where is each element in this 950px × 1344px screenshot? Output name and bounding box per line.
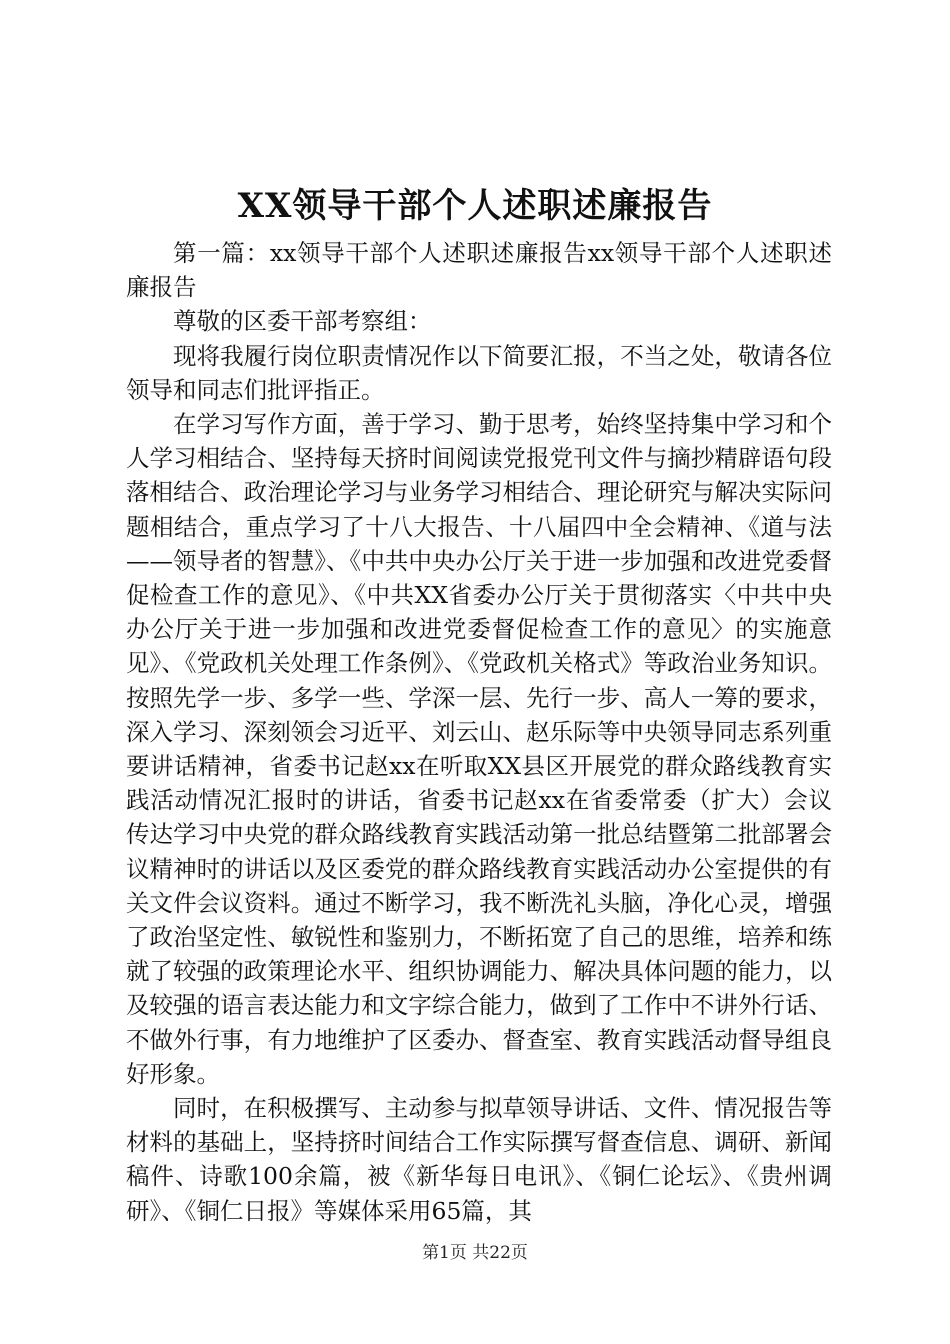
page-number: 第1页 共22页 bbox=[422, 1243, 528, 1263]
paragraph-salutation: 尊敬的区委干部考察组： bbox=[173, 307, 432, 336]
paragraph-study: 在学习写作方面，善于学习、勤于思考，始终坚持集中学习和个人学习相结合、坚持每天挤时间阅读党报党刊文件与摘抄精辟语句段落相结合、政治理论学习与业务学习相结合、理论研究与解决实际问题相结合，重点学习了十八大报告、十八届四中全会精神、《道与法——领导者的智慧》、《中共中央办公厅关于进一步加强和改进党委督促检查工作的意见》、《中共XX省委办公厅关于贯彻落实〈中共中央办公厅关于进一步加强和改进党委督促检查工作的意见〉的实施意见》、《党政机关处理工作条例》、《党政机关格式》等政治业务知识。按照先学一步、多学一些、学深一层、先行一步、高人一筹的要求，深入学习、深刻领会习近平、刘云山、赵乐际等中央领导同志系列重要讲话精神，省委书记赵xx在听取XX县区开展党的群众路线教育实践活动情况汇报时的讲话，省委书记赵xx在省委常委（扩大）会议传达学习中央党的群众路线教育实践活动第一批总结暨第二批部署会议精神时的讲话以及区委党的群众路线教育实践活动办公室提供的有关文件会议资料。通过不断学习，我不断洗礼头脑，净化心灵，增强了政治坚定性、敏锐性和鉴别力，不断拓宽了自己的思维，培养和练就了较强的政策理论水平、组织协调能力、解决具体问题的能力，以及较强的语言表达能力和文字综合能力，做到了工作中不讲外行话、不做外行事，有力地维护了区委办、督查室、教育实践活动督导组良好形象。 bbox=[126, 410, 832, 1088]
paragraph-intro: 现将我履行岗位职责情况作以下简要汇报，不当之处，敬请各位领导和同志们批评指正。 bbox=[126, 341, 832, 404]
paragraph-heading: 第一篇：xx领导干部个人述职述廉报告xx领导干部个人述职述廉报告 bbox=[126, 239, 832, 302]
document-body bbox=[126, 236, 832, 1228]
paragraph-writing: 同时，在积极撰写、主动参与拟草领导讲话、文件、情况报告等材料的基础上，坚持挤时间结合工作实际撰写督查信息、调研、新闻稿件、诗歌100余篇，被《新华每日电讯》、《铜仁论坛》、《贵州调研》、《铜仁日报》等媒体采用65篇，其 bbox=[126, 1094, 832, 1225]
document-title: XX领导干部个人述职述廉报告 bbox=[237, 186, 713, 226]
